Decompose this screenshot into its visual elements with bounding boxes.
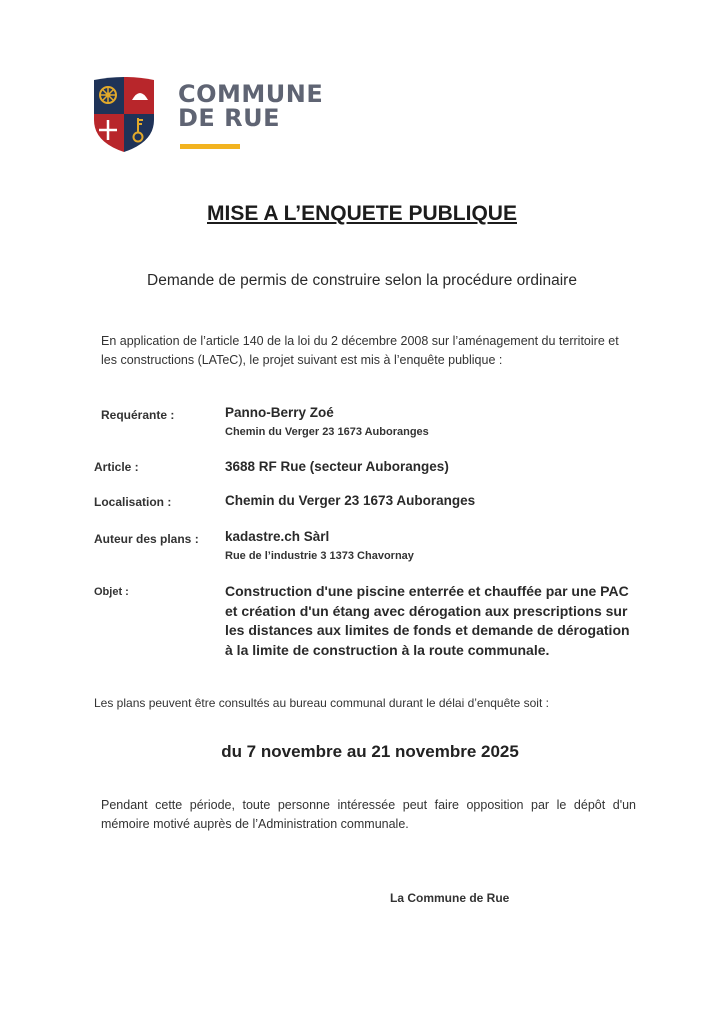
brand-line-1: COMMUNE	[178, 80, 324, 108]
signature: La Commune de Rue	[390, 891, 510, 905]
intro-line: En application de l’article 140 de la loi du 2 décembre 2008 sur l’aménagement du territoire et	[101, 334, 619, 348]
field-value: Panno-Berry Zoé	[225, 405, 334, 420]
intro-line: les constructions (LATeC), le projet suivant est mis à l’enquête publique :	[101, 353, 503, 367]
field-value	[225, 582, 645, 660]
field-label: Requérante :	[101, 408, 175, 422]
objet-line: à la limite de construction à la route communale.	[225, 641, 550, 658]
document-title: MISE A L’ENQUETE PUBLIQUE	[207, 202, 517, 225]
document-subtitle: Demande de permis de construire selon la procédure ordinaire	[147, 272, 577, 289]
opposition-paragraph	[101, 796, 636, 834]
intro-paragraph	[101, 332, 646, 370]
field-subvalue: Rue de l’industrie 3 1373 Chavornay	[225, 550, 414, 562]
brand-name	[178, 82, 323, 130]
field-value: 3688 RF Rue (secteur Auboranges)	[225, 459, 449, 474]
field-value: kadastre.ch Sàrl	[225, 529, 330, 544]
field-label: Article :	[94, 460, 139, 474]
commune-logo	[92, 76, 332, 156]
field-label: Localisation :	[94, 495, 172, 509]
objet-line: les distances aux limites de fonds et demande de dérogation	[225, 622, 630, 638]
opposition-line: mémoire motivé auprès de l’Administration communale.	[101, 817, 409, 831]
opposition-line: Pendant cette période, toute personne intéressée peut faire opposition par le dépôt d'un	[101, 798, 636, 812]
plans-consultation-text: Les plans peuvent être consultés au bureau communal durant le délai d’enquête soit :	[94, 696, 549, 710]
objet-line: et création d'un étang avec dérogation aux prescriptions sur	[225, 602, 628, 619]
field-subvalue: Chemin du Verger 23 1673 Auboranges	[225, 426, 429, 438]
field-value: Chemin du Verger 23 1673 Auboranges	[225, 493, 476, 508]
brand-line-2: DE RUE	[178, 104, 281, 132]
coat-of-arms-icon	[92, 76, 156, 152]
brand-accent-bar	[180, 144, 240, 149]
field-label: Objet :	[94, 586, 129, 598]
enquiry-dates: du 7 novembre au 21 novembre 2025	[221, 742, 519, 761]
objet-line: Construction d'une piscine enterrée et chauffée par une PAC	[225, 583, 629, 599]
field-label: Auteur des plans :	[94, 532, 199, 546]
